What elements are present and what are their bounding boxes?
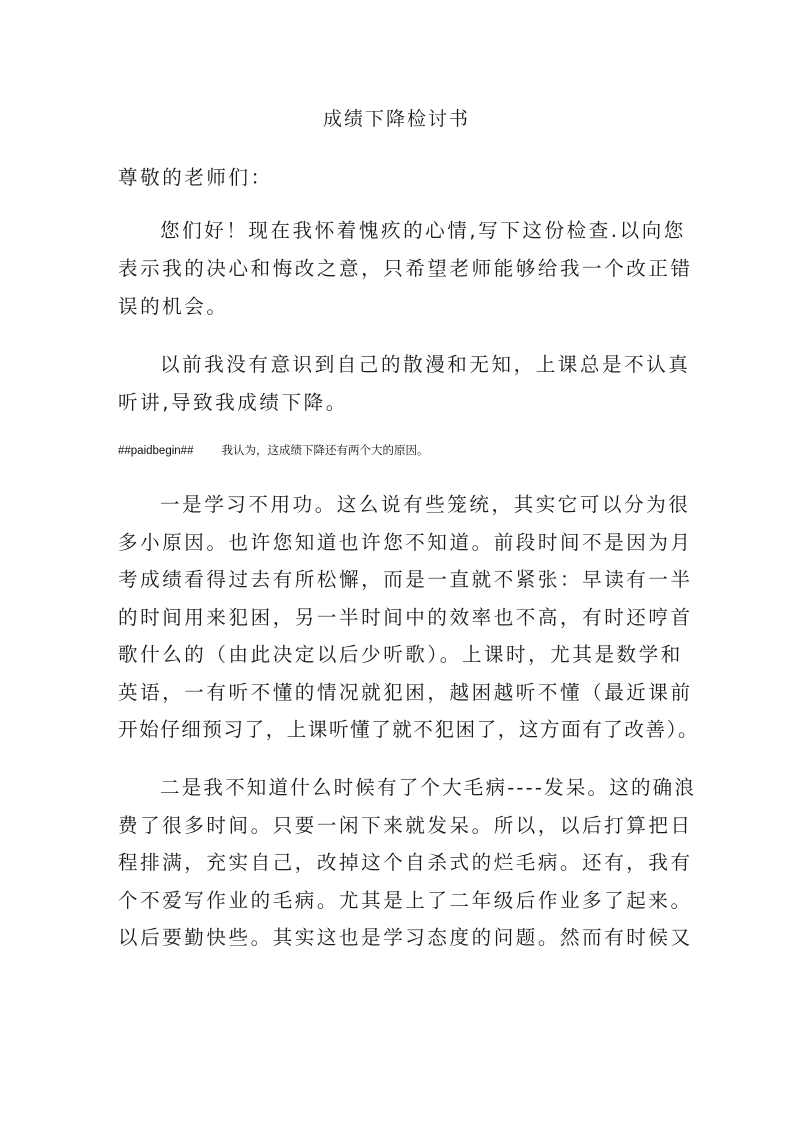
paragraph-3-line-1: 一是学习不用功。这么说有些笼统，其实它可以分为很	[160, 493, 691, 516]
paragraph-4-line-3: 程排满，充实自己，改掉这个自杀式的烂毛病。还有，我有	[118, 851, 693, 874]
paragraph-3-line-5: 歌什么的（由此决定以后少听歌）。上课时，尤其是数学和	[118, 643, 683, 666]
paragraph-1-line-1: 您们好！现在我怀着愧疚的心情,写下这份检查.以向您	[160, 219, 686, 242]
paragraph-4-line-1: 二是我不知道什么时候有了个大毛病----发呆。这的确浪	[160, 776, 697, 799]
paragraph-3-line-3: 考成绩看得过去有所松懈，而是一直就不紧张：早读有一半	[118, 568, 693, 591]
paragraph-1-line-2: 表示我的决心和悔改之意，只希望老师能够给我一个改正错	[118, 257, 693, 280]
salutation: 尊敬的老师们：	[118, 166, 273, 189]
paragraph-1-line-3: 误的机会。	[118, 295, 229, 318]
paragraph-3-line-6: 英语，一有听不懂的情况就犯困，越困越听不懂（最近课前	[118, 681, 693, 704]
paragraph-4-line-4: 个不爱写作业的毛病。尤其是上了二年级后作业多了起来。	[118, 889, 693, 912]
paid-marker: ##paidbegin##	[118, 445, 194, 457]
paragraph-3-line-4: 的时间用来犯困，另一半时间中的效率也不高，有时还哼首	[118, 606, 693, 629]
paragraph-4-line-2: 费了很多时间。只要一闲下来就发呆。所以，以后打算把日	[118, 814, 693, 837]
paragraph-3-line-2: 多小原因。也许您知道也许您不知道。前段时间不是因为月	[118, 531, 693, 554]
document-title: 成绩下降检讨书	[322, 108, 470, 130]
paragraph-4-line-5: 以后要勤快些。其实这也是学习态度的问题。然而有时候又	[118, 926, 693, 949]
paid-note: 我认为，这成绩下降还有两个大的原因。	[221, 443, 429, 457]
paid-marker-line	[118, 442, 428, 458]
paragraph-3-line-7: 开始仔细预习了，上课听懂了就不犯困了，这方面有了改善）。	[118, 718, 700, 741]
paragraph-2-line-2: 听讲,导致我成绩下降。	[118, 391, 348, 414]
paragraph-2-line-1: 以前我没有意识到自己的散漫和无知，上课总是不认真	[160, 353, 691, 376]
